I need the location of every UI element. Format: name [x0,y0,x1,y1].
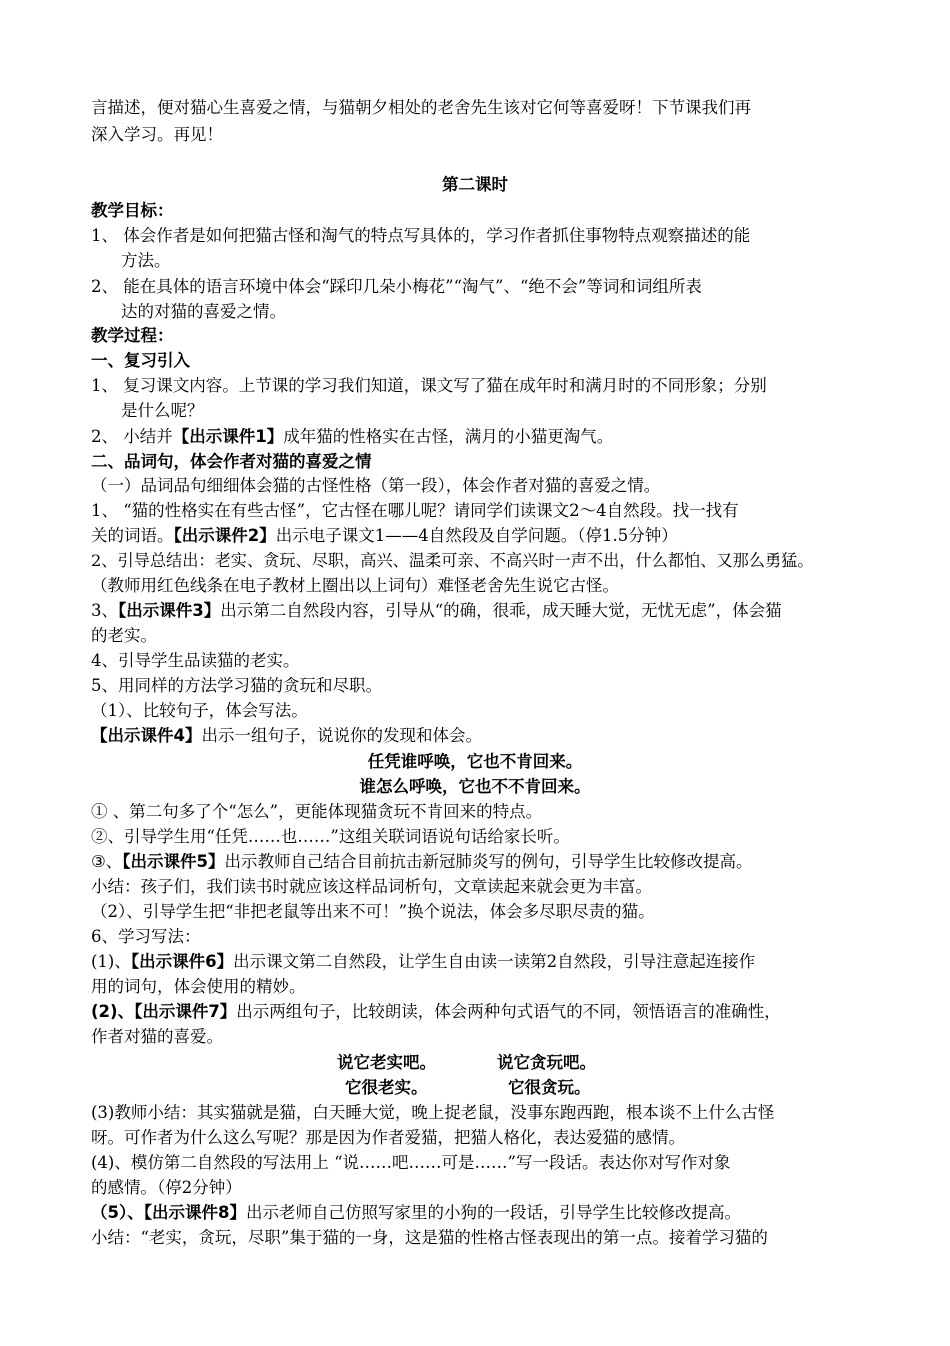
point-5-1-courseware-text: 出示一组句子，说说你的发现和体会。 [201,726,482,745]
section-1-heading: 一、复习引入 [91,351,190,370]
point-2-line-1: 2、引导总结出：老实、贪玩、尽职，高兴、温柔可亲、不高兴时一声不出，什么都怕、又那么勇猛。 [91,551,814,570]
lesson-title: 第二课时 [442,175,508,194]
point-6-2-post: 出示两组句子，比较朗读，体会两种句式语气的不同，领悟语言的准确性， [236,1002,781,1021]
review-item-1-line-1: 1、 复习课文内容。上节课的学习我们知道，课文写了猫在成年时和满月时的不同形象；分别 [91,376,767,395]
intro-line-2: 深入学习。再见！ [91,125,223,144]
summary-2: 小结：“老实，贪玩，尽职”集于猫的一身，这是猫的性格古怪表现出的第一点。接着学习猫的 [91,1228,768,1247]
review-item-2-post: 成年猫的性格实在古怪，满月的小猫更淘气。 [283,427,614,446]
review-item-2 [91,425,613,449]
point-6-2-line-1 [91,1000,781,1024]
comparison-3 [91,850,753,874]
point-3-pre: 3、 [91,601,118,620]
point-6-1-post: 出示课文第二自然段，让学生自由读一读第2自然段，引导注意起连接作 [233,952,756,971]
courseware-2-label: 【出示课件2】 [173,526,276,545]
section-2-subheading: （一）品词品句细细体会猫的古怪性格（第一段），体会作者对猫的喜爱之情。 [91,476,661,495]
pair-1-left: 说它老实吧。 [337,1053,436,1072]
point-6-5 [91,1201,741,1225]
point-6-4-line-1: (4)、模仿第二自然段的写法用上 “说……吧……可是……”写一段话。表达你对写作对象 [91,1153,731,1172]
review-item-1-line-2: 是什么呢？ [121,401,204,420]
point-1-pre: 关的词语。 [91,526,174,545]
point-4: 4、引导学生品读猫的老实。 [91,651,300,670]
courseware-5-label: 【出示课件5】 [122,852,225,871]
courseware-8-label: （5）、【出示课件8】 [91,1203,246,1222]
point-5-2: （2）、引导学生把“非把老鼠等出来不可！”换个说法，体会多尽职尽责的猫。 [91,902,655,921]
point-6-3-line-1: (3)教师小结：其实猫就是猫，白天睡大觉，晚上捉老鼠，没事东跑西跑，根本谈不上什么古怪 [91,1103,775,1122]
point-6-3-line-2: 呀。可作者为什么这么写呢？那是因为作者爱猫，把猫人格化，表达爱猫的感情。 [91,1128,685,1147]
courseware-7-label: (2)、【出示课件7】 [91,1002,237,1021]
goal-2-line-2: 达的对猫的喜爱之情。 [121,302,286,321]
point-3-line-1 [91,599,782,623]
goal-1-line-2: 方法。 [121,251,171,270]
point-3-line-2: 的老实。 [91,626,157,645]
point-6-4-line-2: 的感情。（停2分钟） [91,1178,242,1197]
point-6-1-line-2: 用的词句，体会使用的精妙。 [91,977,306,996]
pair-2-left: 它很老实。 [345,1078,428,1097]
point-6-2-line-2: 作者对猫的喜爱。 [91,1027,223,1046]
comparison-3-post: 出示教师自己结合目前抗击新冠肺炎写的例句，引导学生比较修改提高。 [224,852,753,871]
comparison-1: ① 、第二句多了个“怎么”，更能体现猫贪玩不肯回来的特点。 [91,802,543,821]
example-sentence-1: 任凭谁呼唤，它也不肯回来。 [367,752,583,771]
goals-heading: 教学目标： [91,201,174,220]
section-2-heading: 二、品词句，体会作者对猫的喜爱之情 [91,452,372,471]
comparison-2: ②、引导学生用“任凭……也……”这组关联词语说句话给家长听。 [91,827,570,846]
point-1-post: 出示电子课文1——4自然段及自学问题。（停1.5分钟） [275,526,678,545]
intro-line-1: 言描述，便对猫心生喜爱之情，与猫朝夕相处的老舍先生该对它何等喜爱呀！下节课我们再 [91,98,751,117]
point-6: 6、学习写法： [91,927,201,946]
pair-1-right: 说它贪玩吧。 [497,1053,596,1072]
point-5-1: （1）、比较句子，体会写法。 [91,701,308,720]
summary-1: 小结：孩子们，我们读书时就应该这样品词析句，文章读起来就会更为丰富。 [91,877,652,896]
point-1-line-2 [91,524,678,548]
point-1-line-1: 1、 “猫的性格实在有些古怪”，它古怪在哪儿呢？请同学们读课文2～4自然段。找一找有 [91,501,739,520]
point-6-5-post: 出示老师自己仿照写家里的小狗的一段话，引导学生比较修改提高。 [245,1203,741,1222]
goal-2-line-1: 2、 能在具体的语言环境中体会“踩印几朵小梅花”“淘气”、“绝不会”等词和词组所表 [91,277,702,296]
goal-1-line-1: 1、 体会作者是如何把猫古怪和淘气的特点写具体的，学习作者抓住事物特点观察描述的能 [91,226,751,245]
point-6-1-pre: (1)、 [91,952,131,971]
review-item-2-pre: 2、 小结并 [91,427,173,446]
process-heading: 教学过程： [91,326,174,345]
pair-2-right: 它很贪玩。 [508,1078,591,1097]
courseware-3-label: 【出示课件3】 [118,601,221,620]
courseware-4-label: 【出示课件4】 [91,726,202,745]
point-5-1-courseware [91,724,482,748]
courseware-1-label: 【出示课件1】 [172,427,284,446]
example-sentence-2: 谁怎么呼唤，它也不不肯回来。 [359,777,591,796]
point-2-line-2: （教师用红色线条在电子教材上圈出以上词句）难怪老舍先生说它古怪。 [91,576,619,595]
point-6-1-line-1 [91,950,755,974]
point-3-post: 出示第二自然段内容，引导从“的确，很乖，成天睡大觉，无忧无虑”，体会猫 [220,601,782,620]
comparison-3-pre: ③、 [91,852,123,871]
courseware-6-label: 【出示课件6】 [130,952,234,971]
point-5: 5、用同样的方法学习猫的贪玩和尽职。 [91,676,382,695]
